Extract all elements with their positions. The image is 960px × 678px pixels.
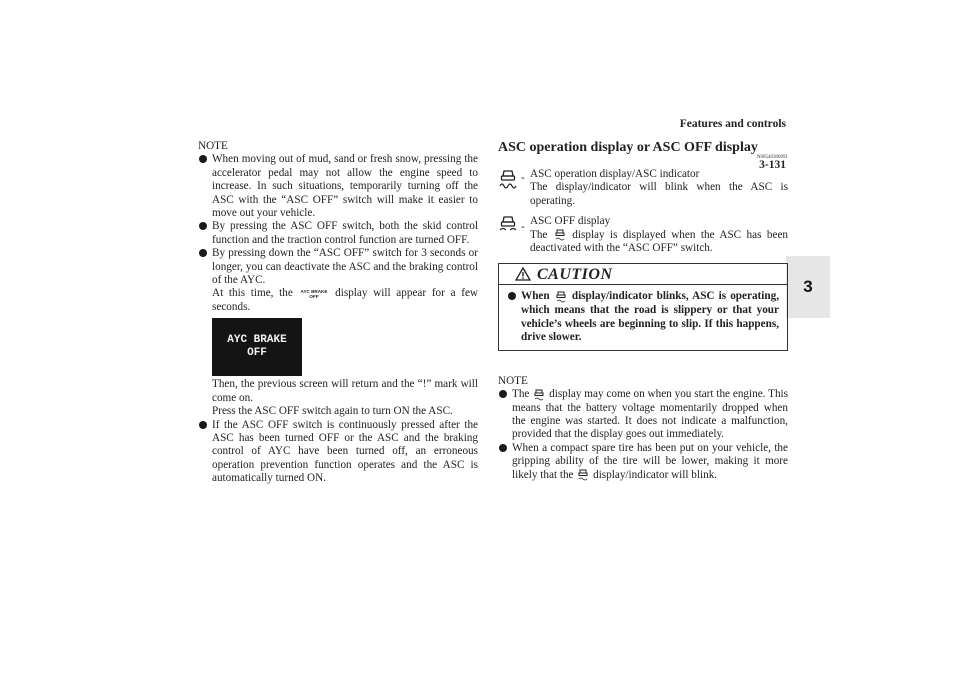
note-bullet-1: When moving out of mud, sand or fresh snow, pressing the accelerator pedal may not allow the engine speed to increase. In such situations, temporarily turning off the ASC with the “ASC OFF” switch will make it easier to move out your vehicle.	[198, 153, 478, 220]
note-label: NOTE	[198, 140, 228, 152]
note-bullet-3-after: Then, the previous screen will return and the “!” mark will come on.	[212, 378, 478, 404]
asc-inline-icon	[556, 291, 566, 303]
asc-operation-display-item	[498, 168, 788, 208]
right-column	[498, 140, 788, 482]
asc-off-inline-icon	[555, 229, 565, 241]
asc-off-display-item	[498, 215, 788, 255]
asc-off-desc: The display is displayed when the ASC has been deactivated with the “ASC OFF” switch.	[530, 228, 789, 255]
note-label-right: NOTE	[498, 374, 528, 387]
warning-triangle-icon	[515, 267, 531, 281]
page-number: 3-131	[759, 159, 786, 171]
caution-header	[499, 264, 787, 285]
note-bullet-3-press: Press the ASC OFF switch again to turn ON the ASC.	[212, 405, 453, 418]
right-note-bullet-1: The display may come on when you start the engine. This means that the battery voltage momentarily dropped when the engine was started. It does not indicate a malfunction, provided that the display goes out immediately.	[498, 388, 788, 442]
section-title: ASC operation display or ASC OFF display	[498, 140, 758, 155]
asc-operation-icon: -	[498, 168, 530, 190]
ayc-brake-off-display: AYC BRAKE OFF	[212, 318, 302, 376]
caution-text: When display/indicator blinks, ASC is operating, which means that the road is slippery or that your vehicle’s wheels are beginning to slip. If this happens, drive slower.	[507, 290, 779, 344]
asc-off-icon: -	[498, 215, 530, 239]
note-bullet-4: If the ASC OFF switch is continuously pressed after the ASC has been turned OFF or the ASC and the braking control of AYC have been turned off, an erroneous operation prevention function operates and the ASC is automatically turned ON.	[198, 419, 478, 486]
ayc-brake-off-icon: AYC BRAKE OFF	[300, 288, 328, 299]
asc-operation-title: ASC operation display/ASC indicator	[530, 168, 700, 180]
note-bullet-3-continued: At this time, the AYC BRAKE OFF display will appear for a few seconds.	[212, 287, 479, 313]
left-column	[198, 140, 478, 486]
running-header-title: Features and controls	[679, 118, 786, 130]
asc-off-title: ASC OFF display	[530, 215, 611, 228]
chapter-tab: 3	[786, 256, 830, 318]
asc-inline-icon	[534, 389, 544, 401]
asc-operation-desc: The display/indicator will blink when the ASC is operating.	[530, 181, 788, 207]
section-code: N00546300091	[756, 155, 788, 160]
right-note-bullet-2: When a compact spare tire has been put on your vehicle, the gripping ability of the tire will be lower, making it more likely that the display/indicator will blink.	[498, 442, 788, 482]
asc-inline-icon	[578, 469, 588, 481]
note-bullet-3: By pressing down the “ASC OFF” switch for 3 seconds or longer, you can deactivate the ASC and the braking control of the AYC.	[198, 247, 478, 287]
note-bullet-2: By pressing the ASC OFF switch, both the skid control function and the traction control function are turned OFF.	[198, 220, 478, 247]
caution-box	[498, 263, 788, 350]
caution-title: CAUTION	[537, 265, 613, 283]
